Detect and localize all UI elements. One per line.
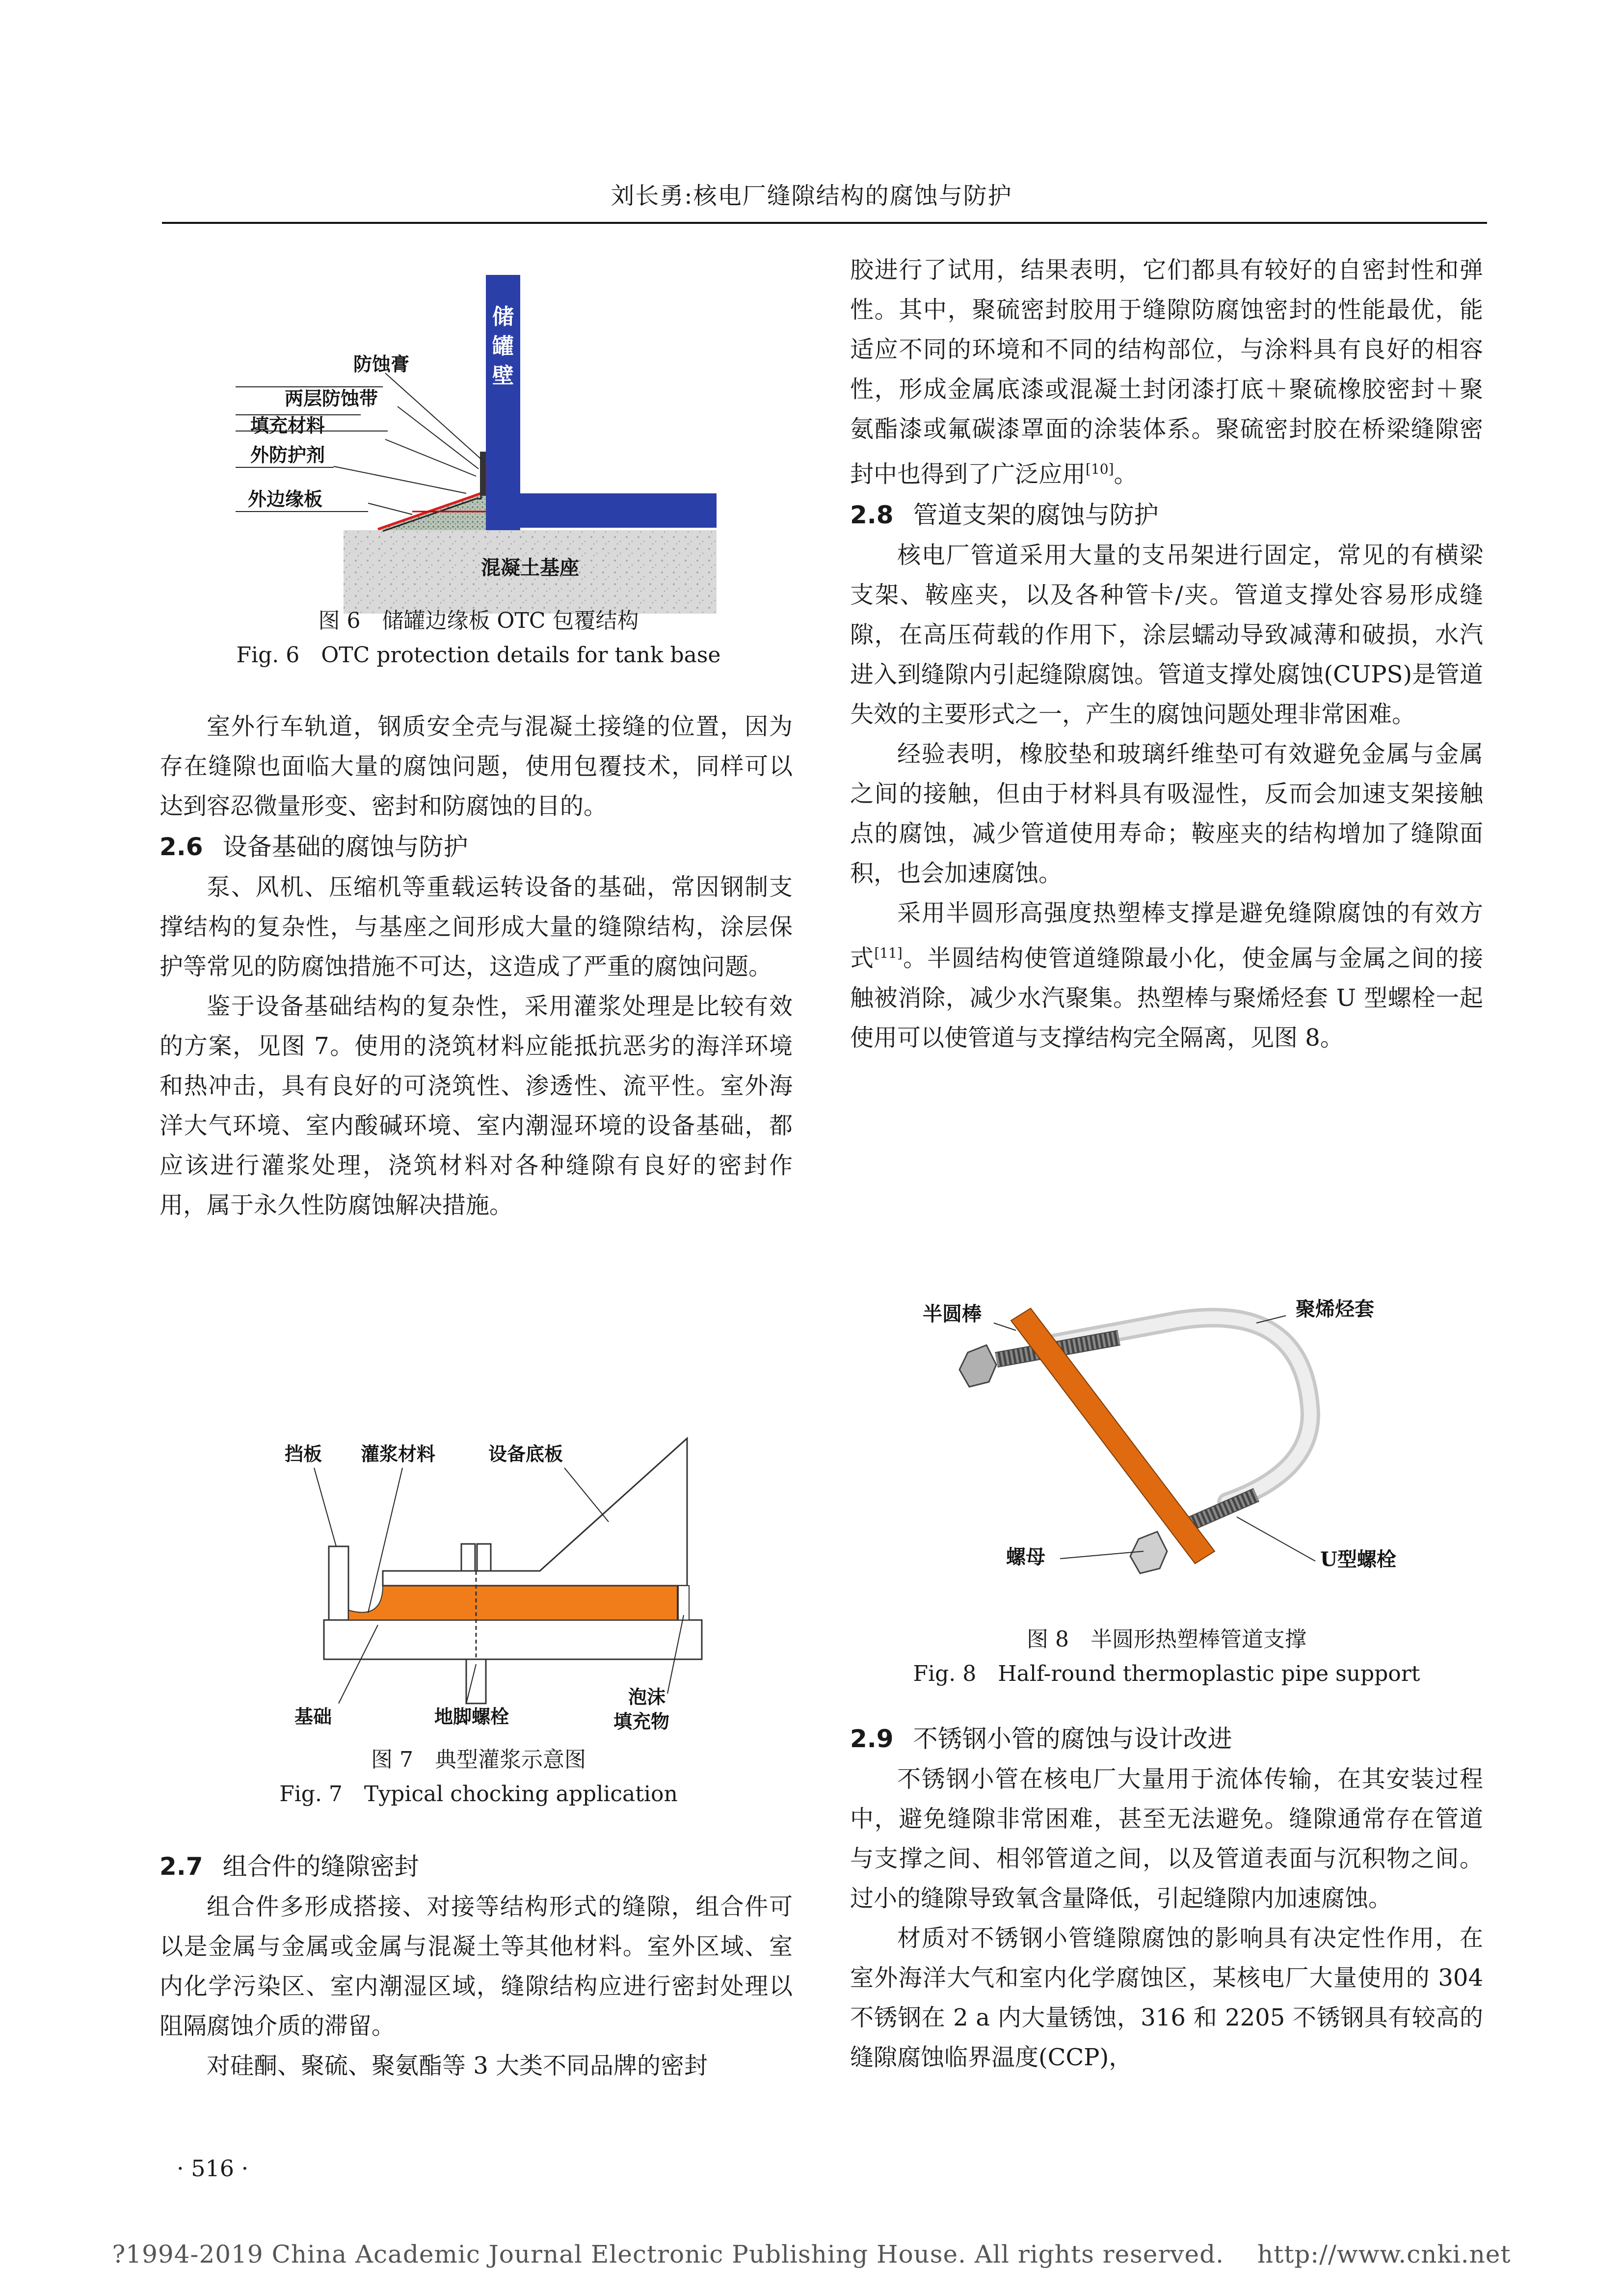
label-concrete-base: 混凝土基座 — [481, 556, 579, 579]
header-rule — [162, 222, 1487, 224]
right-paragraph-2: 核电厂管道采用大量的支吊架进行固定，常见的有横梁支架、鞍座夹，以及各种管卡/夹。管道支撑处容易形成缝隙，在高压荷载的作用下，涂层蠕动导致减薄和破损，水汽进入到缝隙内引起缝隙腐蚀。管道支撑处腐蚀(CUPS)是管道失效的主要形式之一，产生的腐蚀问题处理非常困难。 — [850, 541, 1483, 728]
label-two-layer-tape: 两层防蚀带 — [285, 387, 378, 409]
label-u-bolt: U型螺栓 — [1320, 1548, 1396, 1571]
label-baseplate: 设备底板 — [488, 1443, 563, 1465]
left-paragraph-5: 对硅酮、聚硫、聚氨酯等 3 大类不同品牌的密封 — [207, 2052, 708, 2080]
label-sleeve: 聚烯烃套 — [1296, 1297, 1374, 1321]
figure-6-caption-en: Fig. 6 OTC protection details for tank base — [236, 643, 721, 668]
section-2-9-heading: 2.9 不锈钢小管的腐蚀与设计改进 — [850, 1725, 1232, 1753]
right-paragraph-6: 材质对不锈钢小管缝隙腐蚀的影响具有决定性作用，在室外海洋大气和室内化学腐蚀区，某核电厂大量使用的 304 不锈钢在 2 a 内大量锈蚀，316 和 2205 不锈钢具有较高的缝隙腐蚀临界温度(CCP)， — [850, 1924, 1483, 2071]
left-paragraph-3: 鉴于设备基础结构的复杂性，采用灌浆处理是比较有效的方案，见图 7。使用的浇筑材料应能抵抗恶劣的海洋环境和热冲击，具有良好的可浇筑性、渗透性、流平性。室外海洋大气环境、室内酸碱环境、室内潮湿环境的设备基础，都应该进行灌浆处理，浇筑材料对各种缝隙有良好的密封作用，属于永久性防腐蚀解决措施。 — [160, 993, 793, 1219]
label-edge-plate: 外边缘板 — [248, 488, 323, 510]
copyright-footer: ?1994-2019 China Academic Journal Electronic Publishing House. All rights reserved. http://www.cnki.net — [112, 2240, 1511, 2269]
label-foundation: 基础 — [294, 1705, 332, 1728]
left-column-block-2 — [160, 1846, 793, 2086]
page-number: · 516 · — [177, 2155, 249, 2182]
figure-7-diagram — [255, 1424, 726, 1738]
label-filler: 填充材料 — [250, 414, 325, 436]
left-paragraph-1: 室外行车轨道，钢质安全壳与混凝土接缝的位置，因为存在缝隙也面临大量的腐蚀问题，使用包覆技术，同样可以达到容忍微量形变、密封和防腐蚀的目的。 — [160, 713, 793, 820]
label-nut: 螺母 — [1006, 1545, 1045, 1568]
nut-top — [959, 1345, 996, 1387]
label-tank-interior: 储罐内部 — [557, 324, 640, 349]
right-column-block-1 — [850, 250, 1483, 1058]
baffle-plate — [329, 1546, 348, 1620]
figure-7 — [255, 1424, 726, 1738]
section-2-7-heading: 2.7 组合件的缝隙密封 — [160, 1852, 419, 1881]
label-foam-2: 填充物 — [613, 1710, 670, 1732]
figure-6 — [236, 275, 717, 614]
figure-7-caption-cn: 图 7 典型灌浆示意图 — [371, 1747, 586, 1772]
left-paragraph-2: 泵、风机、压缩机等重载运转设备的基础，常因钢制支撑结构的复杂性，与基座之间形成大量的缝隙结构，涂层保护等常见的防腐蚀措施不可达，这造成了严重的腐蚀问题。 — [160, 873, 793, 980]
citation-10: [10] — [1086, 461, 1114, 477]
left-paragraph-4: 组合件多形成搭接、对接等结构形式的缝隙，组合件可以是金属与金属或金属与混凝土等其他材料。室外区域、室内化学污染区、室内潮湿区域，缝隙结构应进行密封处理以阻隔腐蚀介质的滞留。 — [160, 1893, 793, 2040]
label-anchor-bolt: 地脚螺栓 — [434, 1705, 509, 1728]
nut-bottom — [1130, 1532, 1167, 1573]
citation-11: [11] — [874, 945, 903, 961]
right-paragraph-4: 采用半圆形高强度热塑棒支撑是避免缝隙腐蚀的有效方式[11]。半圆结构使管道缝隙最小化，使金属与金属之间的接触被消除，减少水汽聚集。热塑棒与聚烯烃套 U 型螺栓一起使用可以使管道与支撑结构完全隔离，见图 8。 — [850, 899, 1483, 1052]
label-wall-3: 壁 — [492, 363, 514, 388]
section-2-6-heading: 2.6 设备基础的腐蚀与防护 — [160, 833, 468, 861]
figure-6-diagram — [236, 275, 717, 614]
figure-8-diagram — [923, 1286, 1413, 1600]
figure-8-caption-cn: 图 8 半圆形热塑棒管道支撑 — [1027, 1627, 1306, 1652]
label-wall-2: 罐 — [492, 334, 514, 359]
grout-material — [348, 1586, 677, 1620]
label-foam-1: 泡沫 — [628, 1686, 666, 1708]
left-column-block-1 — [160, 707, 793, 1225]
label-half-round-rod: 半圆棒 — [923, 1302, 982, 1325]
section-2-8-heading: 2.8 管道支架的腐蚀与防护 — [850, 501, 1159, 529]
figure-8-caption-en: Fig. 8 Half-round thermoplastic pipe support — [913, 1661, 1420, 1686]
label-wall-1: 储 — [492, 304, 514, 329]
running-header: 刘长勇:核电厂缝隙结构的腐蚀与防护 — [611, 182, 1012, 210]
label-baffle: 挡板 — [285, 1443, 322, 1465]
label-outer-protectant: 外防护剂 — [250, 444, 325, 466]
right-paragraph-5: 不锈钢小管在核电厂大量用于流体传输，在其安装过程中，避免缝隙非常困难，甚至无法避免。缝隙通常存在管道与支撑之间、相邻管道之间，以及管道表面与沉积物之间。过小的缝隙导致氧含量降低，引起缝隙内加速腐蚀。 — [850, 1765, 1483, 1912]
foam-filler — [678, 1586, 689, 1620]
right-paragraph-1: 胶进行了试用，结果表明，它们都具有较好的自密封性和弹性。其中，聚硫密封胶用于缝隙防腐蚀密封的性能最优，能适应不同的环境和不同的结构部位，与涂料具有良好的相容性，形成金属底漆或混凝土封闭漆打底＋聚硫橡胶密封＋聚氨酯漆或氟碳漆罩面的涂装体系。聚硫密封胶在桥梁缝隙密封中也得到了广泛应用[10]。 — [850, 256, 1483, 488]
foundation-slab — [324, 1620, 702, 1659]
right-column-block-2 — [850, 1718, 1483, 2078]
figure-7-caption-en: Fig. 7 Typical chocking application — [279, 1782, 678, 1807]
right-paragraph-3: 经验表明，橡胶垫和玻璃纤维垫可有效避免金属与金属之间的接触，但由于材料具有吸湿性，反而会加速支架接触点的腐蚀，减少管道使用寿命；鞍座夹的结构增加了缝隙面积，也会加速腐蚀。 — [850, 740, 1483, 887]
label-grout: 灌浆材料 — [361, 1443, 436, 1465]
label-anticorrosion-paste: 防蚀膏 — [353, 353, 410, 375]
tank-bottom — [486, 493, 717, 528]
figure-8 — [923, 1286, 1413, 1600]
figure-6-caption-cn: 图 6 储罐边缘板 OTC 包覆结构 — [318, 608, 639, 633]
